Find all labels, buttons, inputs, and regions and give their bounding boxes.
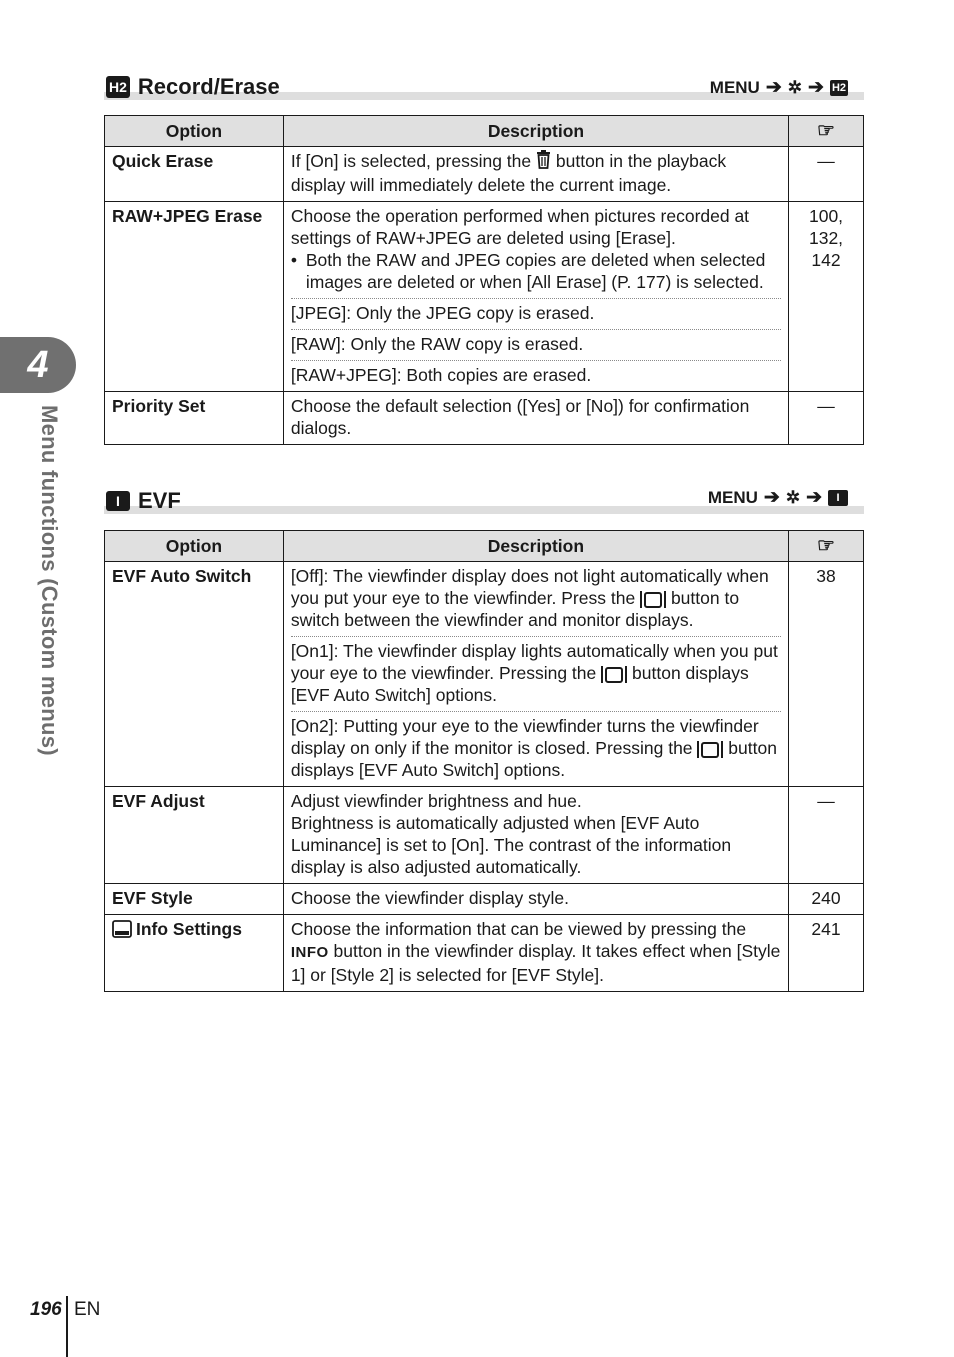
- section-title: Record/Erase: [137, 74, 280, 99]
- evf-table: [104, 530, 864, 992]
- description-text: Adjust viewfinder brightness and hue.: [290, 791, 582, 811]
- description-text: Choose the operation performed when pictures recorded at settings of RAW+JPEG are deleted using [Erase].: [290, 206, 750, 248]
- custom-gear-icon: ✲: [787, 77, 803, 97]
- description-header: Description: [283, 531, 788, 562]
- record-erase-heading: [106, 74, 280, 100]
- record-erase-table: [104, 115, 864, 445]
- description-text: If [On] is selected, pressing the: [290, 151, 532, 171]
- reference-page-cell: 100, 132, 142: [789, 202, 864, 392]
- evf-heading: [106, 488, 181, 514]
- arrow-right-icon: ➔: [808, 77, 824, 98]
- info-display-icon: [112, 920, 132, 943]
- menu-label: MENU: [707, 487, 758, 507]
- trash-icon: [536, 150, 551, 174]
- arrow-right-icon: ➔: [806, 487, 822, 508]
- table-row: [105, 147, 864, 202]
- description-cell: [283, 147, 788, 202]
- description-text: button displays [EVF Auto Switch] options.: [290, 663, 749, 705]
- reference-page-cell: 38: [789, 562, 864, 787]
- info-button-label: INFO: [290, 944, 329, 961]
- table-header-row: [105, 531, 864, 562]
- description-option: [291, 711, 781, 786]
- description-text: Brightness is automatically adjusted when [EVF Auto Luminance] is set to [On]. The contrast of the information display is also adjusted automatically.: [290, 813, 732, 877]
- description-cell: [283, 787, 788, 884]
- option-cell: EVF Auto Switch: [105, 562, 284, 787]
- description-cell: Choose the default selection ([Yes] or [No]) for confirmation dialogs.: [283, 392, 788, 445]
- description-text: [Off]: The viewfinder display does not light automatically when you put your eye to the viewfinder. Press the: [290, 566, 769, 608]
- description-block: [291, 202, 781, 298]
- description-option: [JPEG]: Only the JPEG copy is erased.: [291, 298, 781, 329]
- description-cell: [283, 202, 788, 392]
- lv-button-icon: [640, 591, 666, 608]
- h2-tab-icon: H2: [831, 81, 846, 94]
- description-text: button in the playback display will immediately delete the current image.: [290, 151, 727, 195]
- pointing-hand-icon: ☞: [817, 120, 835, 142]
- option-cell: Quick Erase: [105, 147, 284, 202]
- lv-button-icon: [697, 741, 723, 758]
- reference-page-header: [789, 531, 864, 562]
- table-row: [105, 392, 864, 445]
- section-title: EVF: [138, 488, 181, 513]
- bullet-note: [291, 249, 781, 293]
- description-cell: Choose the viewfinder display style.: [283, 884, 788, 915]
- arrow-right-icon: ➔: [763, 487, 780, 508]
- chapter-number: 4: [27, 344, 49, 386]
- option-label: Info Settings: [136, 919, 242, 939]
- reference-page-cell: —: [789, 392, 864, 445]
- option-cell: RAW+JPEG Erase: [105, 202, 284, 392]
- reference-page-cell: —: [789, 787, 864, 884]
- menu-path: [708, 486, 848, 509]
- description-text: Choose the information that can be viewed by pressing the: [290, 919, 747, 939]
- option-cell: EVF Adjust: [105, 787, 284, 884]
- menu-path: [710, 76, 848, 99]
- description-text: [On2]: Putting your eye to the viewfinder turns the viewfinder display on only if the monitor is closed. Pressing the: [290, 716, 759, 758]
- evf-tab-icon: I: [828, 490, 848, 506]
- description-text: button displays [EVF Auto Switch] options.: [290, 738, 777, 780]
- option-cell: Priority Set: [105, 392, 284, 445]
- option-cell: EVF Style: [105, 884, 284, 915]
- page-number: 196: [30, 1299, 62, 1320]
- page-divider: [66, 1296, 68, 1357]
- description-text: button to switch between the viewfinder and monitor displays.: [290, 588, 740, 630]
- description-header: Description: [283, 116, 788, 147]
- description-text: button in the viewfinder display. It takes effect when [Style 1] or [Style 2] is selected for [EVF Style].: [290, 941, 781, 985]
- reference-page-cell: —: [789, 147, 864, 202]
- description-option: [291, 636, 781, 711]
- description-option: [RAW+JPEG]: Both copies are erased.: [291, 360, 781, 391]
- arrow-right-icon: ➔: [765, 77, 782, 98]
- reference-page-header: [789, 116, 864, 147]
- table-row: [105, 884, 864, 915]
- description-cell: [283, 562, 788, 787]
- h2-tab-icon: H2: [106, 76, 130, 98]
- pointing-hand-icon: ☞: [817, 535, 835, 557]
- option-header: Option: [105, 531, 284, 562]
- bullet: •: [290, 250, 297, 270]
- reference-page-cell: 240: [789, 884, 864, 915]
- custom-gear-icon: ✲: [785, 487, 801, 507]
- menu-label: MENU: [709, 77, 760, 97]
- description-option: [RAW]: Only the RAW copy is erased.: [291, 329, 781, 360]
- lv-button-icon: [601, 666, 627, 683]
- description-option: [291, 562, 781, 636]
- table-row: [105, 562, 864, 787]
- description-text: [On1]: The viewfinder display lights automatically when you put your eye to the viewfinder. Pressing the: [290, 641, 778, 683]
- description-cell: [283, 915, 788, 992]
- table-header-row: [105, 116, 864, 147]
- option-header: Option: [105, 116, 284, 147]
- table-row: [105, 202, 864, 392]
- chapter-title: Menu functions (Custom menus): [37, 405, 62, 756]
- bullet-text: Both the RAW and JPEG copies are deleted when selected images are deleted or when [All Erase] (P. 177) is selected.: [305, 250, 766, 292]
- table-row: [105, 787, 864, 884]
- table-row: [105, 915, 864, 992]
- evf-tab-icon: I: [106, 491, 130, 511]
- language-code: EN: [74, 1299, 101, 1320]
- reference-page-cell: 241: [789, 915, 864, 992]
- option-cell: [105, 915, 284, 992]
